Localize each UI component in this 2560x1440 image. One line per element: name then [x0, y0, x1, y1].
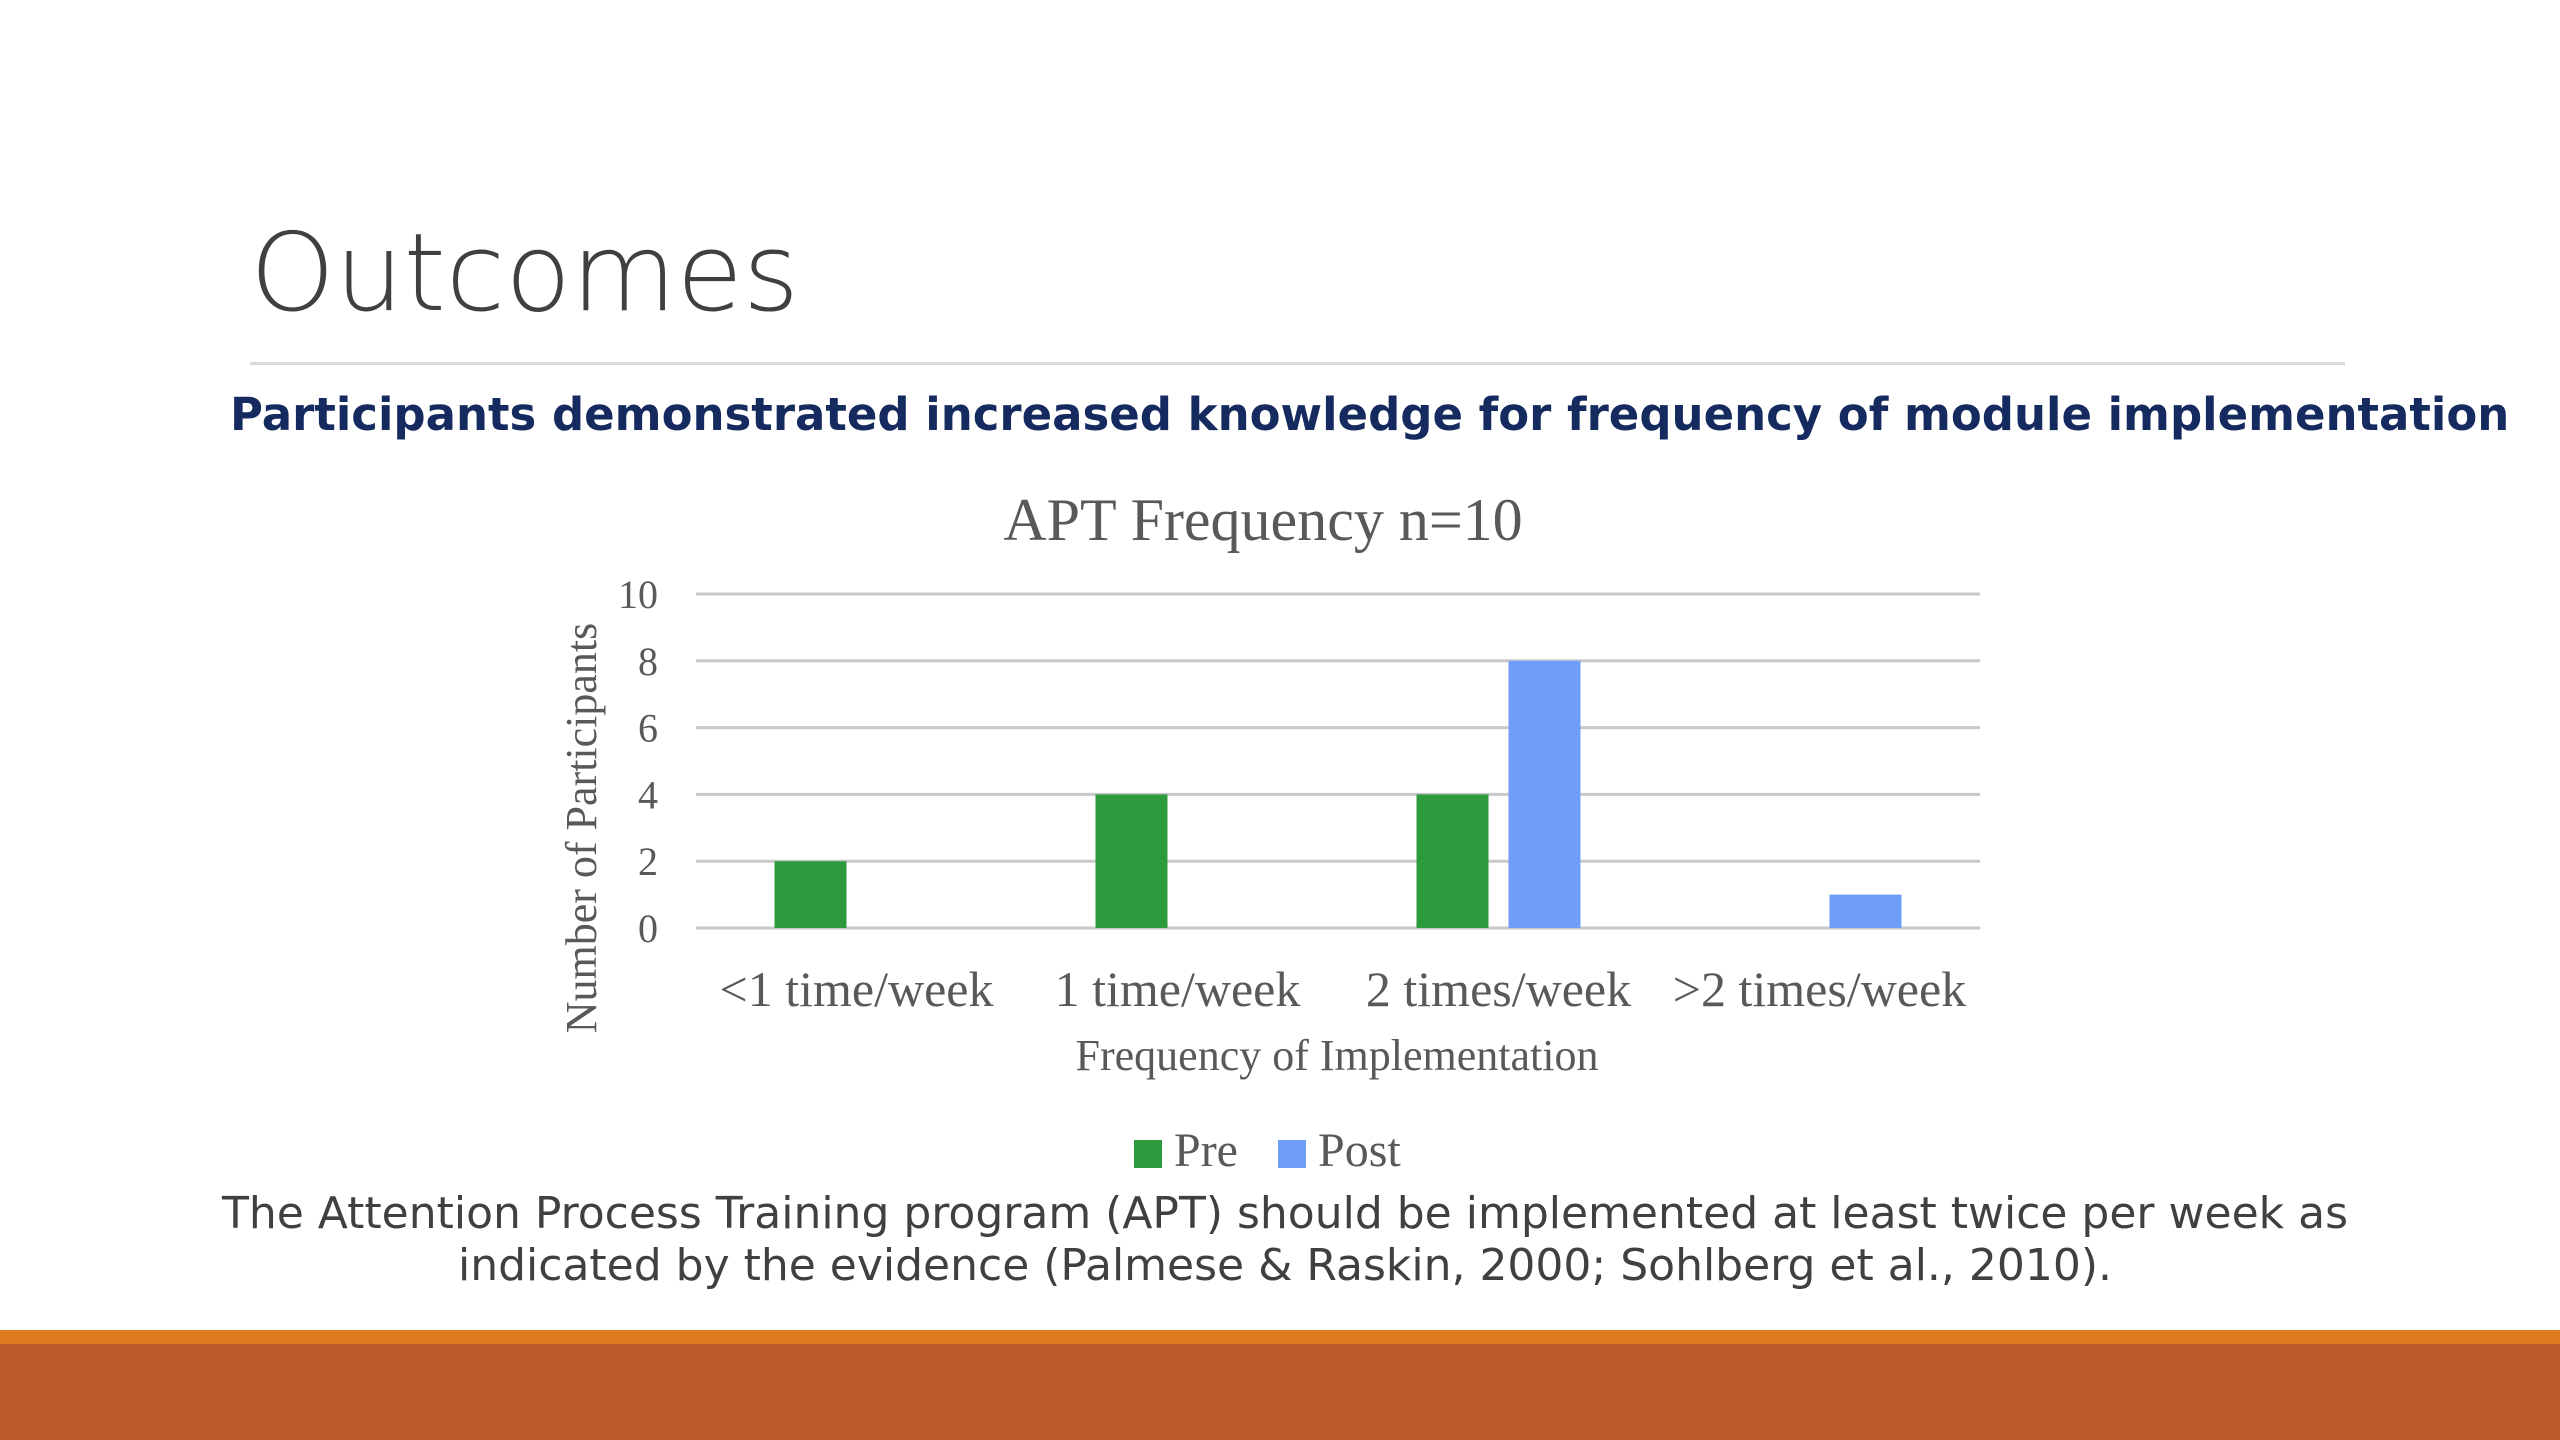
x-axis-label: Frequency of Implementation: [1075, 1031, 1599, 1080]
y-tick-label: 4: [638, 772, 658, 818]
slide-title: Outcomes: [250, 211, 800, 336]
bar-post-3: [1830, 895, 1902, 928]
bar-pre-2: [1417, 794, 1489, 928]
footer-band: [0, 1344, 2560, 1440]
y-tick-label: 10: [618, 572, 658, 617]
y-tick-label: 6: [638, 705, 658, 751]
caption-line-2: indicated by the evidence (Palmese & Raskin, 2000; Sohlberg et al., 2010).: [457, 1240, 2113, 1291]
x-tick-label: 2 times/week: [1365, 961, 1632, 1017]
x-tick-label: >2 times/week: [1672, 961, 1967, 1017]
chart-title: APT Frequency n=10: [1003, 487, 1523, 553]
legend-swatch-post: [1278, 1140, 1306, 1168]
bar-pre-0: [775, 861, 847, 928]
slide-caption: [200, 1188, 2370, 1292]
y-axis-ticks: [618, 572, 658, 951]
slide-subtitle: Participants demonstrated increased knowledge for frequency of module implementation: [230, 388, 2510, 441]
x-axis-ticks: [720, 961, 1967, 1017]
y-axis-label: Number of Participants: [557, 622, 606, 1034]
legend-swatch-pre: [1134, 1140, 1162, 1168]
y-tick-label: 0: [638, 906, 658, 951]
footer-accent-stripe: [0, 1330, 2560, 1344]
x-tick-label: 1 time/week: [1054, 961, 1301, 1017]
legend-label-pre: Pre: [1174, 1124, 1238, 1177]
y-tick-label: 2: [638, 839, 658, 885]
y-tick-label: 8: [638, 638, 658, 684]
chart-gridlines: [696, 594, 1980, 928]
chart-legend: [1134, 1124, 1401, 1177]
legend-label-post: Post: [1318, 1124, 1401, 1177]
bar-pre-1: [1096, 794, 1168, 928]
bar-post-2: [1509, 661, 1581, 928]
caption-line-1: The Attention Process Training program (APT) should be implemented at least twice per week as: [221, 1188, 2348, 1239]
x-tick-label: <1 time/week: [719, 961, 994, 1017]
